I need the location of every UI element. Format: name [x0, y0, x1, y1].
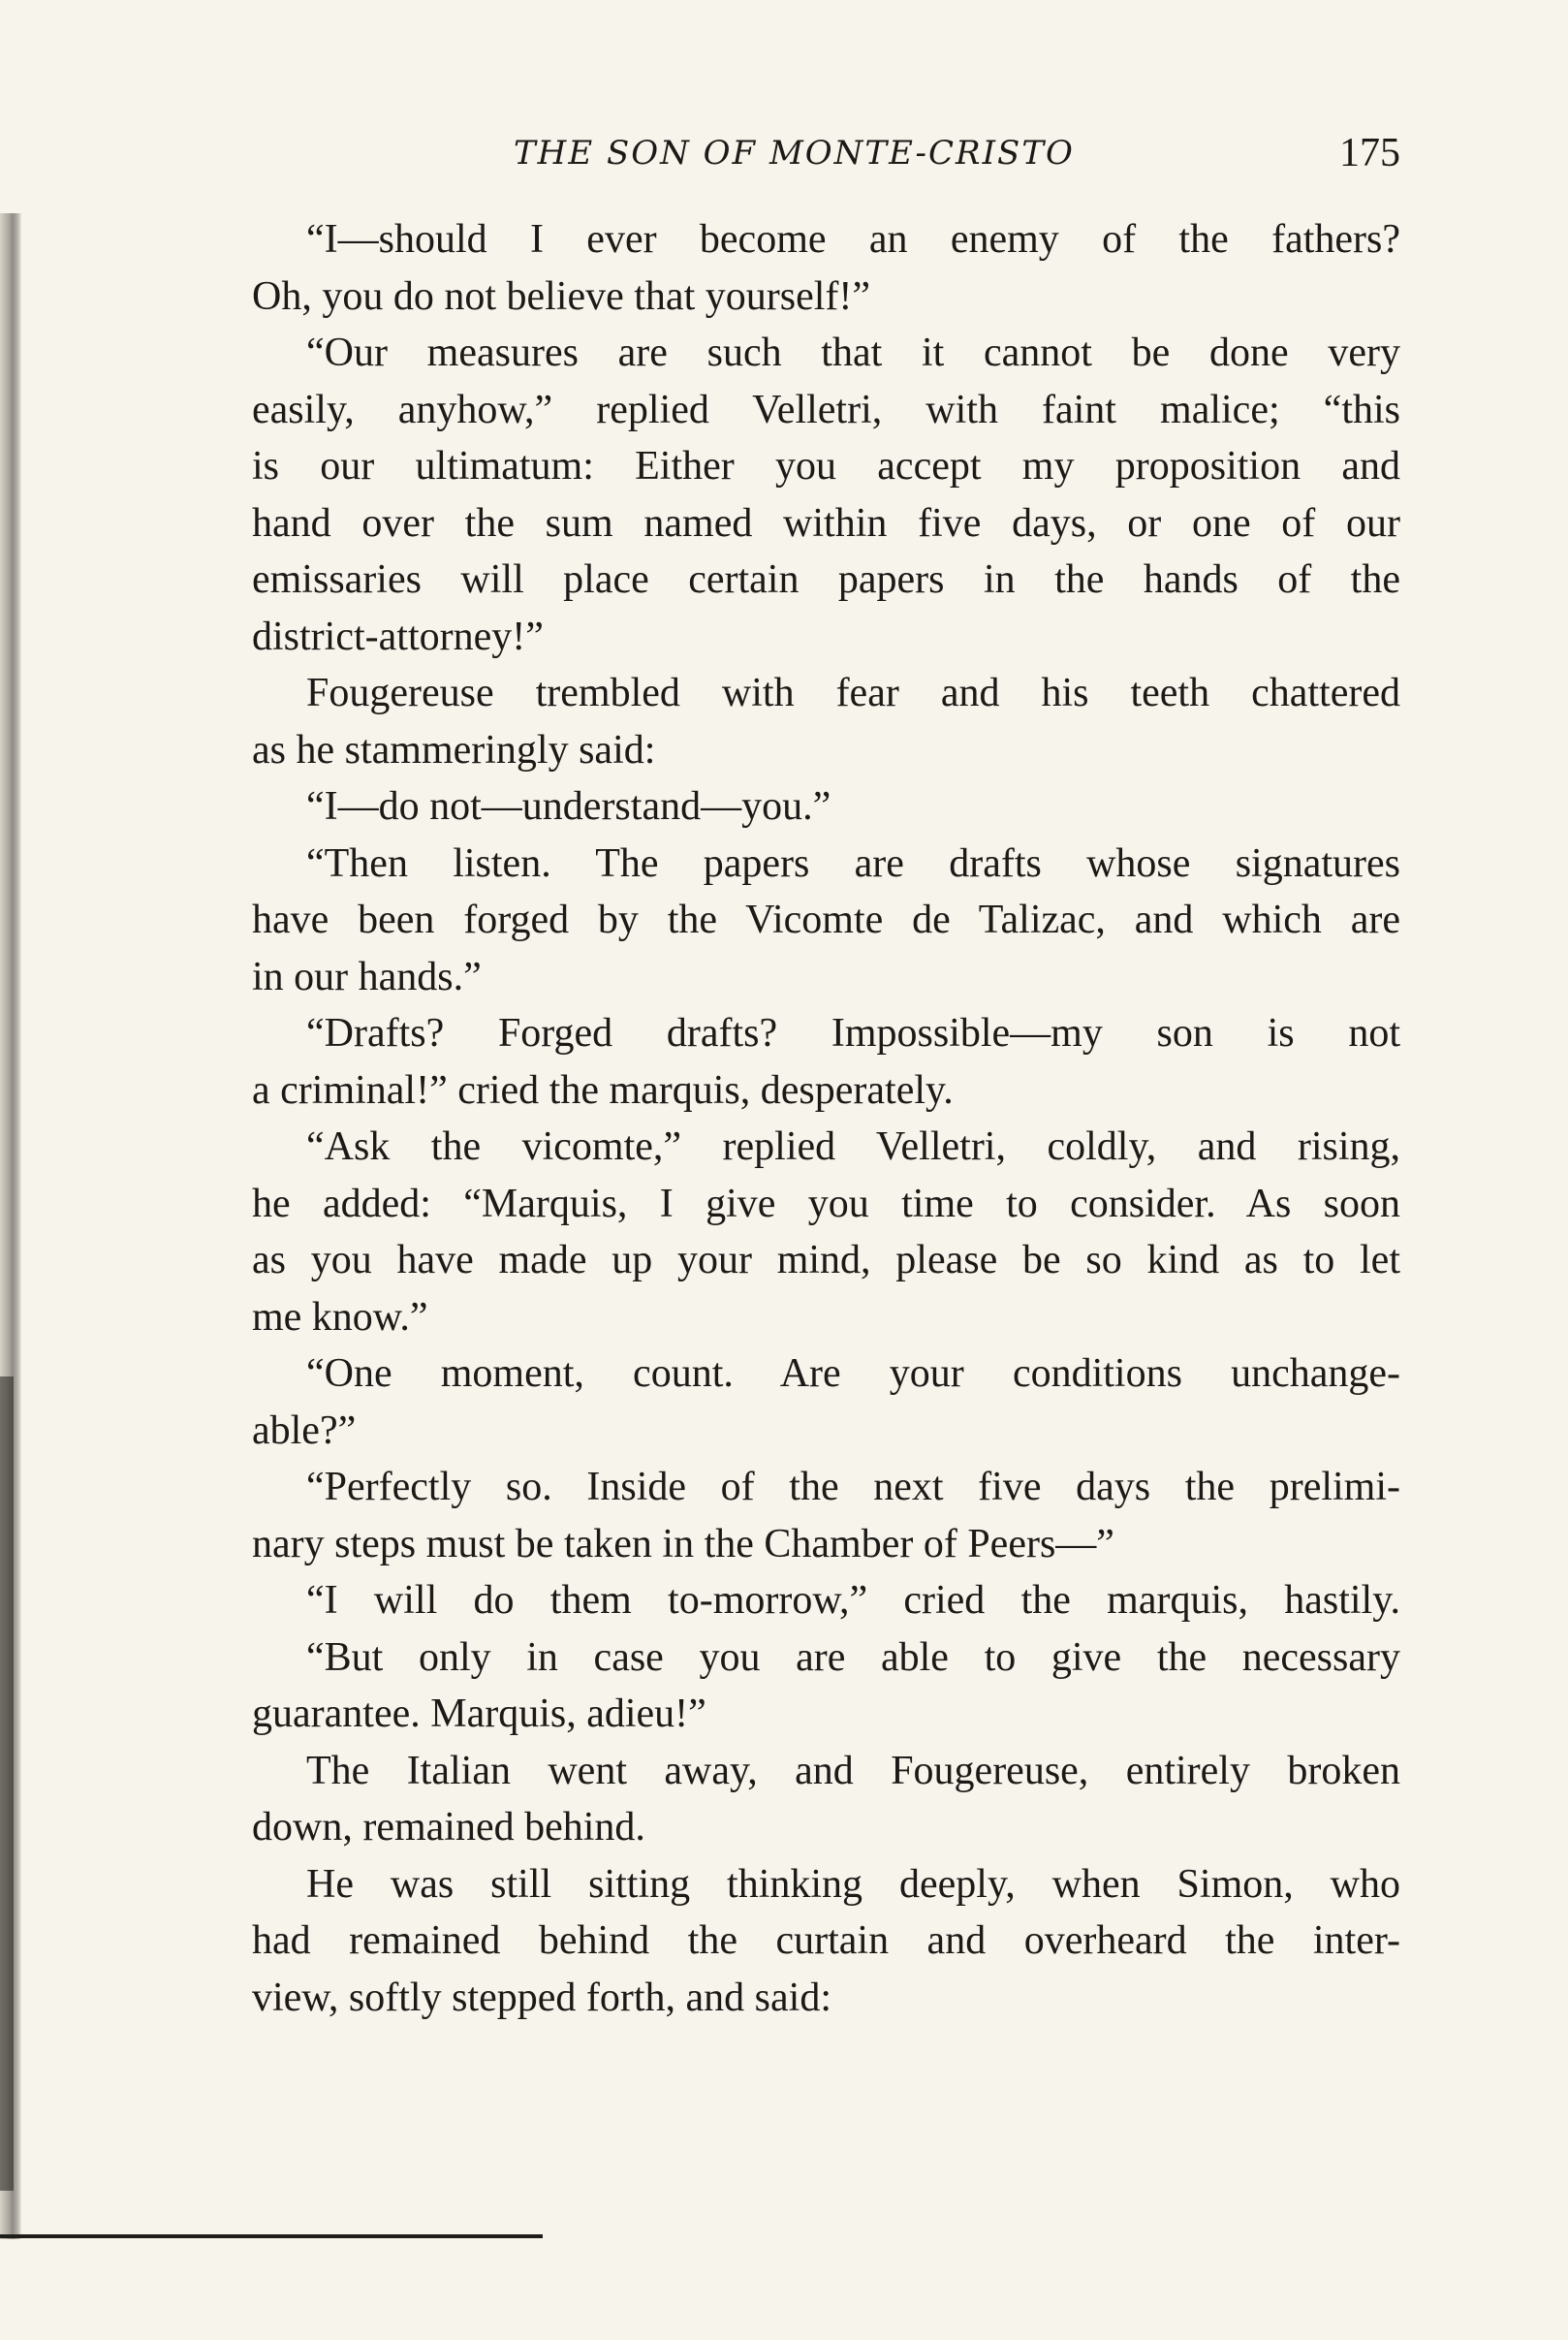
page-number: 175	[1339, 131, 1400, 175]
text-line: as you have made up your mind, please be so kind as to let	[252, 1238, 1400, 1282]
text-line: “Ask the vicomte,” replied Velletri, coldly, and rising,	[306, 1124, 1400, 1169]
text-line: down, remained behind.	[252, 1805, 645, 1850]
text-line: in our hands.”	[252, 954, 482, 999]
text-line: nary steps must be taken in the Chamber of Peers—”	[252, 1521, 1114, 1566]
text-line: “I—should I ever become an enemy of the fathers?	[306, 217, 1400, 262]
text-line: “I will do them to-morrow,” cried the marquis, hastily.	[306, 1578, 1400, 1623]
text-line: me know.”	[252, 1294, 428, 1340]
text-line: he added: “Marquis, I give you time to consider. As soon	[252, 1181, 1400, 1226]
text-line: He was still sitting thinking deeply, when Simon, who	[306, 1861, 1400, 1907]
text-line: as he stammeringly said:	[252, 727, 656, 773]
text-line: hand over the sum named within five days, or one of our	[252, 500, 1400, 546]
text-line: “Drafts? Forged drafts? Impossible—my son is not	[306, 1011, 1400, 1056]
text-line: have been forged by the Vicomte de Talizac, and which are	[252, 898, 1400, 942]
running-head: THE SON OF MONTE-CRISTO	[514, 134, 1075, 173]
text-line: “Our measures are such that it cannot be done very	[306, 331, 1400, 375]
text-line: a criminal!” cried the marquis, desperately.	[252, 1067, 954, 1113]
bottom-rule	[0, 2234, 543, 2238]
text-line: had remained behind the curtain and overheard the inter-	[252, 1918, 1400, 1963]
text-line: “I—do not—understand—you.”	[306, 784, 831, 829]
text-line: “Then listen. The papers are drafts whose signatures	[306, 840, 1400, 886]
text-line: view, softly stepped forth, and said:	[252, 1975, 831, 2020]
text-line: guarantee. Marquis, adieu!”	[252, 1692, 706, 1736]
text-line: “Perfectly so. Inside of the next five days the prelimi-	[306, 1465, 1400, 1509]
text-line: The Italian went away, and Fougereuse, entirely broken	[306, 1748, 1400, 1793]
body-text	[252, 211, 1400, 2026]
text-line: emissaries will place certain papers in the hands of the	[252, 557, 1400, 602]
text-line: “One moment, count. Are your conditions unchange-	[306, 1351, 1400, 1396]
text-line: district-attorney!”	[252, 614, 544, 659]
text-line: Fougereuse trembled with fear and his teeth chattered	[306, 671, 1400, 715]
text-line: is our ultimatum: Either you accept my proposition and	[252, 444, 1400, 489]
page-header	[514, 131, 1400, 178]
text-line: “But only in case you are able to give the necessary	[306, 1634, 1400, 1680]
page-binding-edge	[0, 1376, 14, 2191]
text-line: Oh, you do not believe that yourself!”	[252, 273, 870, 319]
text-line: able?”	[252, 1407, 357, 1453]
text-line: easily, anyhow,” replied Velletri, with faint malice; “this	[252, 387, 1400, 432]
